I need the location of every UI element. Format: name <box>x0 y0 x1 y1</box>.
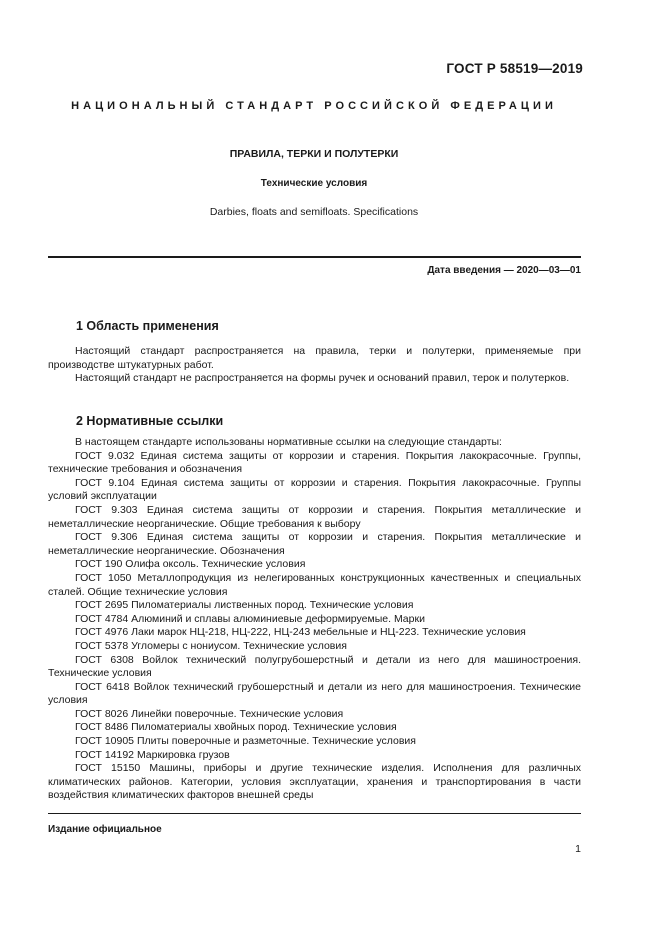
reference-item: ГОСТ 9.306 Единая система защиты от коррозии и старения. Покрытия металлические и неметаллические неорганические. Обозначения <box>48 531 581 557</box>
title-divider <box>48 256 581 258</box>
references-intro: В настоящем стандарте использованы нормативные ссылки на следующие стандарты: <box>75 436 502 448</box>
introduction-date: Дата введения — 2020—03—01 <box>427 265 581 276</box>
references-list <box>48 436 581 803</box>
reference-item: ГОСТ 9.032 Единая система защиты от коррозии и старения. Покрытия лакокрасочные. Группы, технические требования и обозначения <box>48 449 581 476</box>
reference-item: ГОСТ 190 Олифа оксоль. Технические условия <box>75 558 306 571</box>
official-edition-label: Издание официальное <box>48 824 162 835</box>
reference-item: ГОСТ 8486 Пиломатериалы хвойных пород. Технические условия <box>75 721 397 734</box>
reference-item: ГОСТ 14192 Маркировка грузов <box>75 748 230 761</box>
page-number: 1 <box>575 843 581 855</box>
scope-paragraph: Настоящий стандарт распространяется на правила, терки и полутерки, применяемые при производстве штукатурных работ. <box>48 345 581 371</box>
reference-item: ГОСТ 15150 Машины, приборы и другие технические изделия. Исполнения для различных климатических районов. Категории, условия эксплуатации, хранения и транспортирования в части воздействия климатических факторов внешней среды <box>48 762 581 802</box>
reference-item: ГОСТ 4784 Алюминий и сплавы алюминиевые деформируемые. Марки <box>75 612 425 625</box>
reference-item: ГОСТ 6308 Войлок технический полугрубошерстный и детали из него для машиностроения. Технические условия <box>48 653 581 680</box>
document-subtitle: Технические условия <box>260 178 368 189</box>
reference-item: ГОСТ 9.104 Единая система защиты от коррозии и старения. Покрытия лакокрасочные. Группы условий эксплуатации <box>48 476 581 503</box>
reference-item: ГОСТ 9.303 Единая система защиты от коррозии и старения. Покрытия металлические и неметаллические неорганические. Общие требования к выбору <box>48 503 581 530</box>
footer-divider <box>48 813 581 814</box>
section-heading-references: 2 Нормативные ссылки <box>76 414 224 428</box>
reference-item: ГОСТ 5378 Угломеры с нониусом. Технические условия <box>75 639 347 652</box>
reference-item: ГОСТ 4976 Лаки марок НЦ-218, НЦ-222, НЦ-243 мебельные и НЦ-223. Технические условия <box>75 626 526 639</box>
section-heading-scope: 1 Область применения <box>76 319 219 333</box>
document-title: ПРАВИЛА, ТЕРКИ И ПОЛУТЕРКИ <box>229 148 399 160</box>
reference-item: ГОСТ 2695 Пиломатериалы лиственных пород. Технические условия <box>75 599 414 612</box>
reference-item: ГОСТ 10905 Плиты поверочные и разметочные. Технические условия <box>75 735 416 748</box>
reference-item: ГОСТ 1050 Металлопродукция из нелегированных конструкционных качественных и специальных сталей. Общие технические условия <box>48 571 581 598</box>
reference-item: ГОСТ 6418 Войлок технический грубошерстный и детали из него для машиностроения. Технические условия <box>48 680 581 707</box>
section-scope-body <box>48 345 581 386</box>
standard-number: ГОСТ Р 58519—2019 <box>446 61 583 76</box>
english-title: Darbies, floats and semifloats. Specifications <box>209 206 419 218</box>
reference-item: ГОСТ 8026 Линейки поверочные. Технические условия <box>75 707 344 720</box>
scope-paragraph: Настоящий стандарт не распространяется на формы ручек и оснований правил, терок и полутерков. <box>75 372 570 385</box>
standard-org-line: НАЦИОНАЛЬНЫЙ СТАНДАРТ РОССИЙСКОЙ ФЕДЕРАЦИИ <box>71 100 557 112</box>
